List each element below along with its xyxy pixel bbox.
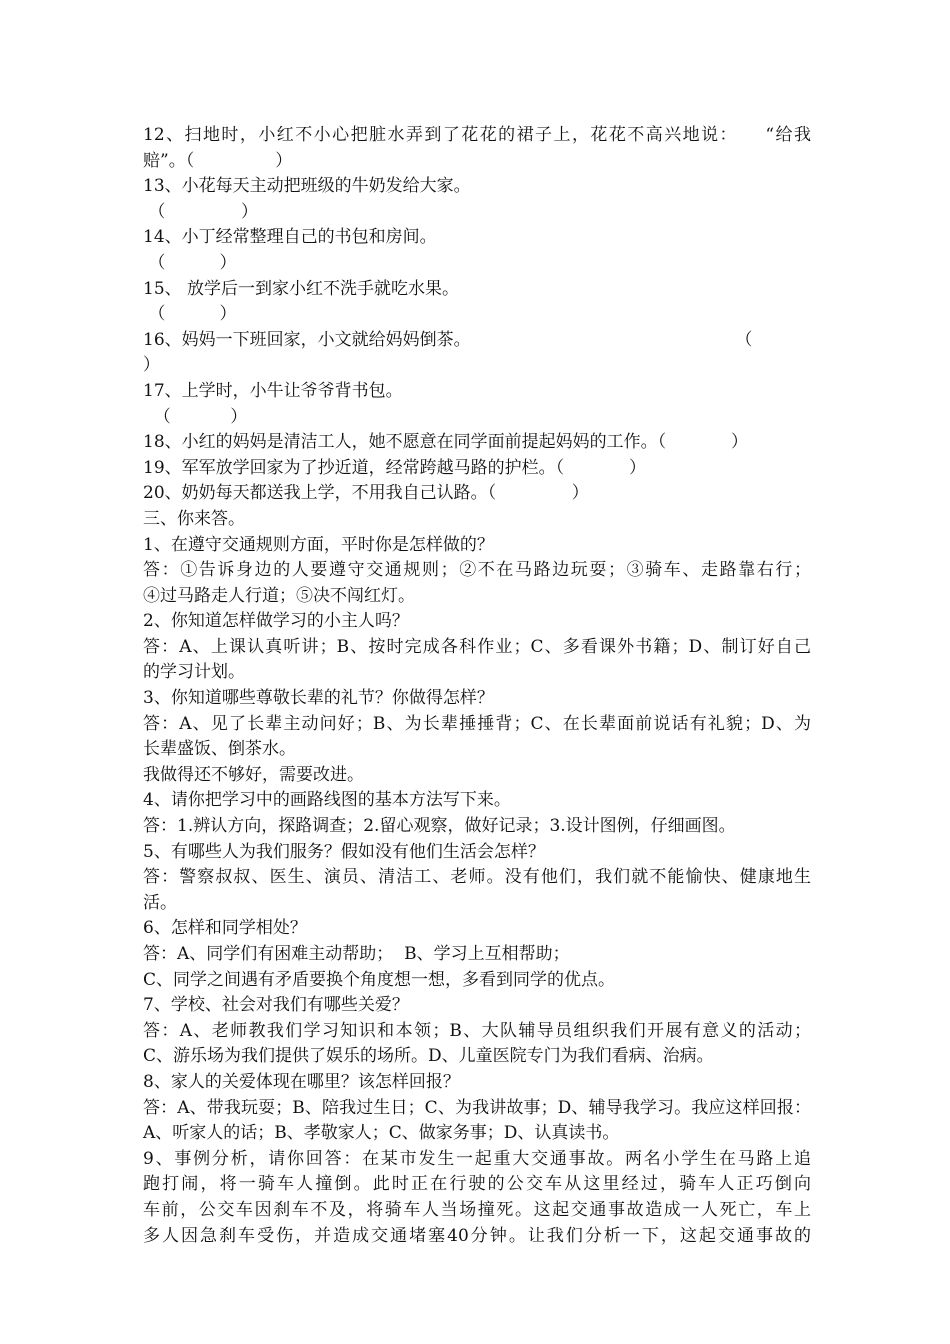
question-20: 20、奶奶每天都送我上学，不用我自己认路。（ ）: [143, 483, 589, 504]
qa-1-question: 1、在遵守交通规则方面，平时你是怎样做的？: [143, 534, 494, 555]
qa-6-answer-line-1: 答：A、同学们有困难主动帮助； B、学习上互相帮助；: [143, 944, 570, 964]
qa-8-answer-line-2: A、听家人的话；B、孝敬家人；C、做家务事；D、认真读书。: [143, 1123, 620, 1144]
qa-5-answer-line-2: 活。: [143, 892, 177, 913]
qa-3-answer-line-1: 答：A、见了长辈主动问好；B、为长辈捶捶背；C、在长辈面前说话有礼貌；D、为: [143, 713, 811, 734]
question-12-line-1: 12、扫地时，小红不小心把脏水弄到了花花的裙子上，花花不高兴地说： “给我: [143, 125, 811, 145]
qa-8-question: 8、家人的关爱体现在哪里？该怎样回报？: [143, 1071, 460, 1092]
question-19: 19、军军放学回家为了抄近道，经常跨越马路的护栏。（ ）: [143, 457, 646, 478]
question-15: 15、 放学后一到家小红不洗手就吃水果。: [143, 278, 460, 299]
qa-1-answer-line-1: 答：①告诉身边的人要遵守交通规则；②不在马路边玩耍；③骑车、走路靠右行；: [143, 560, 811, 581]
qa-9-text-line-2: 跑打闹，将一骑车人撞倒。此时正在行驶的公交车从这里经过，骑车人正巧倒向: [143, 1174, 811, 1195]
section-heading: 三、你来答。: [143, 508, 245, 529]
qa-5-answer-line-1: 答：警察叔叔、医生、演员、清洁工、老师。没有他们，我们就不能愉快、健康地生: [143, 867, 811, 888]
document-body: [143, 123, 811, 1249]
answer-blank-14: （ ）: [143, 252, 237, 273]
qa-7-question: 7、学校、社会对我们有哪些关爱？: [143, 995, 409, 1016]
qa-1-answer-line-2: ④过马路走人行道；⑤决不闯红灯。: [143, 585, 415, 606]
qa-2-question: 2、你知道怎样做学习的小主人吗？: [143, 611, 409, 632]
question-14: 14、小丁经常整理自己的书包和房间。: [143, 227, 437, 248]
qa-2-answer-line-2: 的学习计划。: [143, 662, 245, 683]
qa-7-answer-line-1: 答：A、老师教我们学习知识和本领；B、大队辅导员组织我们开展有意义的活动；: [143, 1020, 811, 1041]
answer-blank-15: （ ）: [143, 304, 237, 325]
answer-blank-17: （ ）: [143, 406, 248, 427]
answer-blank-16: ）: [143, 355, 160, 376]
qa-4-answer: 答：1.辨认方向，探路调查；2.留心观察，做好记录；3.设计图例，仔细画图。: [143, 816, 736, 837]
question-17: 17、上学时，小牛让爷爷背书包。: [143, 380, 403, 401]
qa-9-text-line-3: 车前，公交车因刹车不及，将骑车人当场撞死。这起交通事故造成一人死亡，车上: [143, 1199, 811, 1220]
qa-3-answer-line-2: 长辈盛饭、倒茶水。: [143, 739, 296, 760]
qa-3-question: 3、你知道哪些尊敬长辈的礼节？你做得怎样？: [143, 688, 494, 709]
question-12-line-2: 赔”。（ ）: [143, 150, 293, 171]
qa-4-question: 4、请你把学习中的画路线图的基本方法写下来。: [143, 790, 511, 811]
question-18: 18、小红的妈妈是清洁工人，她不愿意在同学面前提起妈妈的工作。（ ）: [143, 432, 748, 453]
qa-9-text-line-1: 9、事例分析，请你回答：在某市发生一起重大交通事故。两名小学生在马路上追: [143, 1148, 811, 1169]
question-13: 13、小花每天主动把班级的牛奶发给大家。: [143, 176, 471, 197]
qa-5-question: 5、有哪些人为我们服务？假如没有他们生活会怎样？: [143, 841, 545, 862]
qa-9-text-line-4: 多人因急刹车受伤，并造成交通堵塞40分钟。让我们分析一下，这起交通事故的: [143, 1225, 811, 1246]
qa-8-answer-line-1: 答：A、带我玩耍；B、陪我过生日；C、为我讲故事；D、辅导我学习。我应这样回报：: [143, 1097, 811, 1118]
qa-7-answer-line-2: C、游乐场为我们提供了娱乐的场所。D、儿童医院专门为我们看病、治病。: [143, 1046, 714, 1067]
qa-6-question: 6、怎样和同学相处？: [143, 918, 307, 939]
answer-blank-13: （ ）: [143, 201, 259, 222]
qa-2-answer-line-1: 答：A、上课认真听讲；B、按时完成各科作业；C、多看课外书籍；D、制订好自己: [143, 636, 811, 657]
question-16: 16、妈妈一下班回家，小文就给妈妈倒茶。 （: [143, 329, 753, 350]
qa-3-answer-line-3: 我做得还不够好，需要改进。: [143, 764, 364, 785]
qa-6-answer-line-2: C、同学之间遇有矛盾要换个角度想一想，多看到同学的优点。: [143, 969, 616, 990]
